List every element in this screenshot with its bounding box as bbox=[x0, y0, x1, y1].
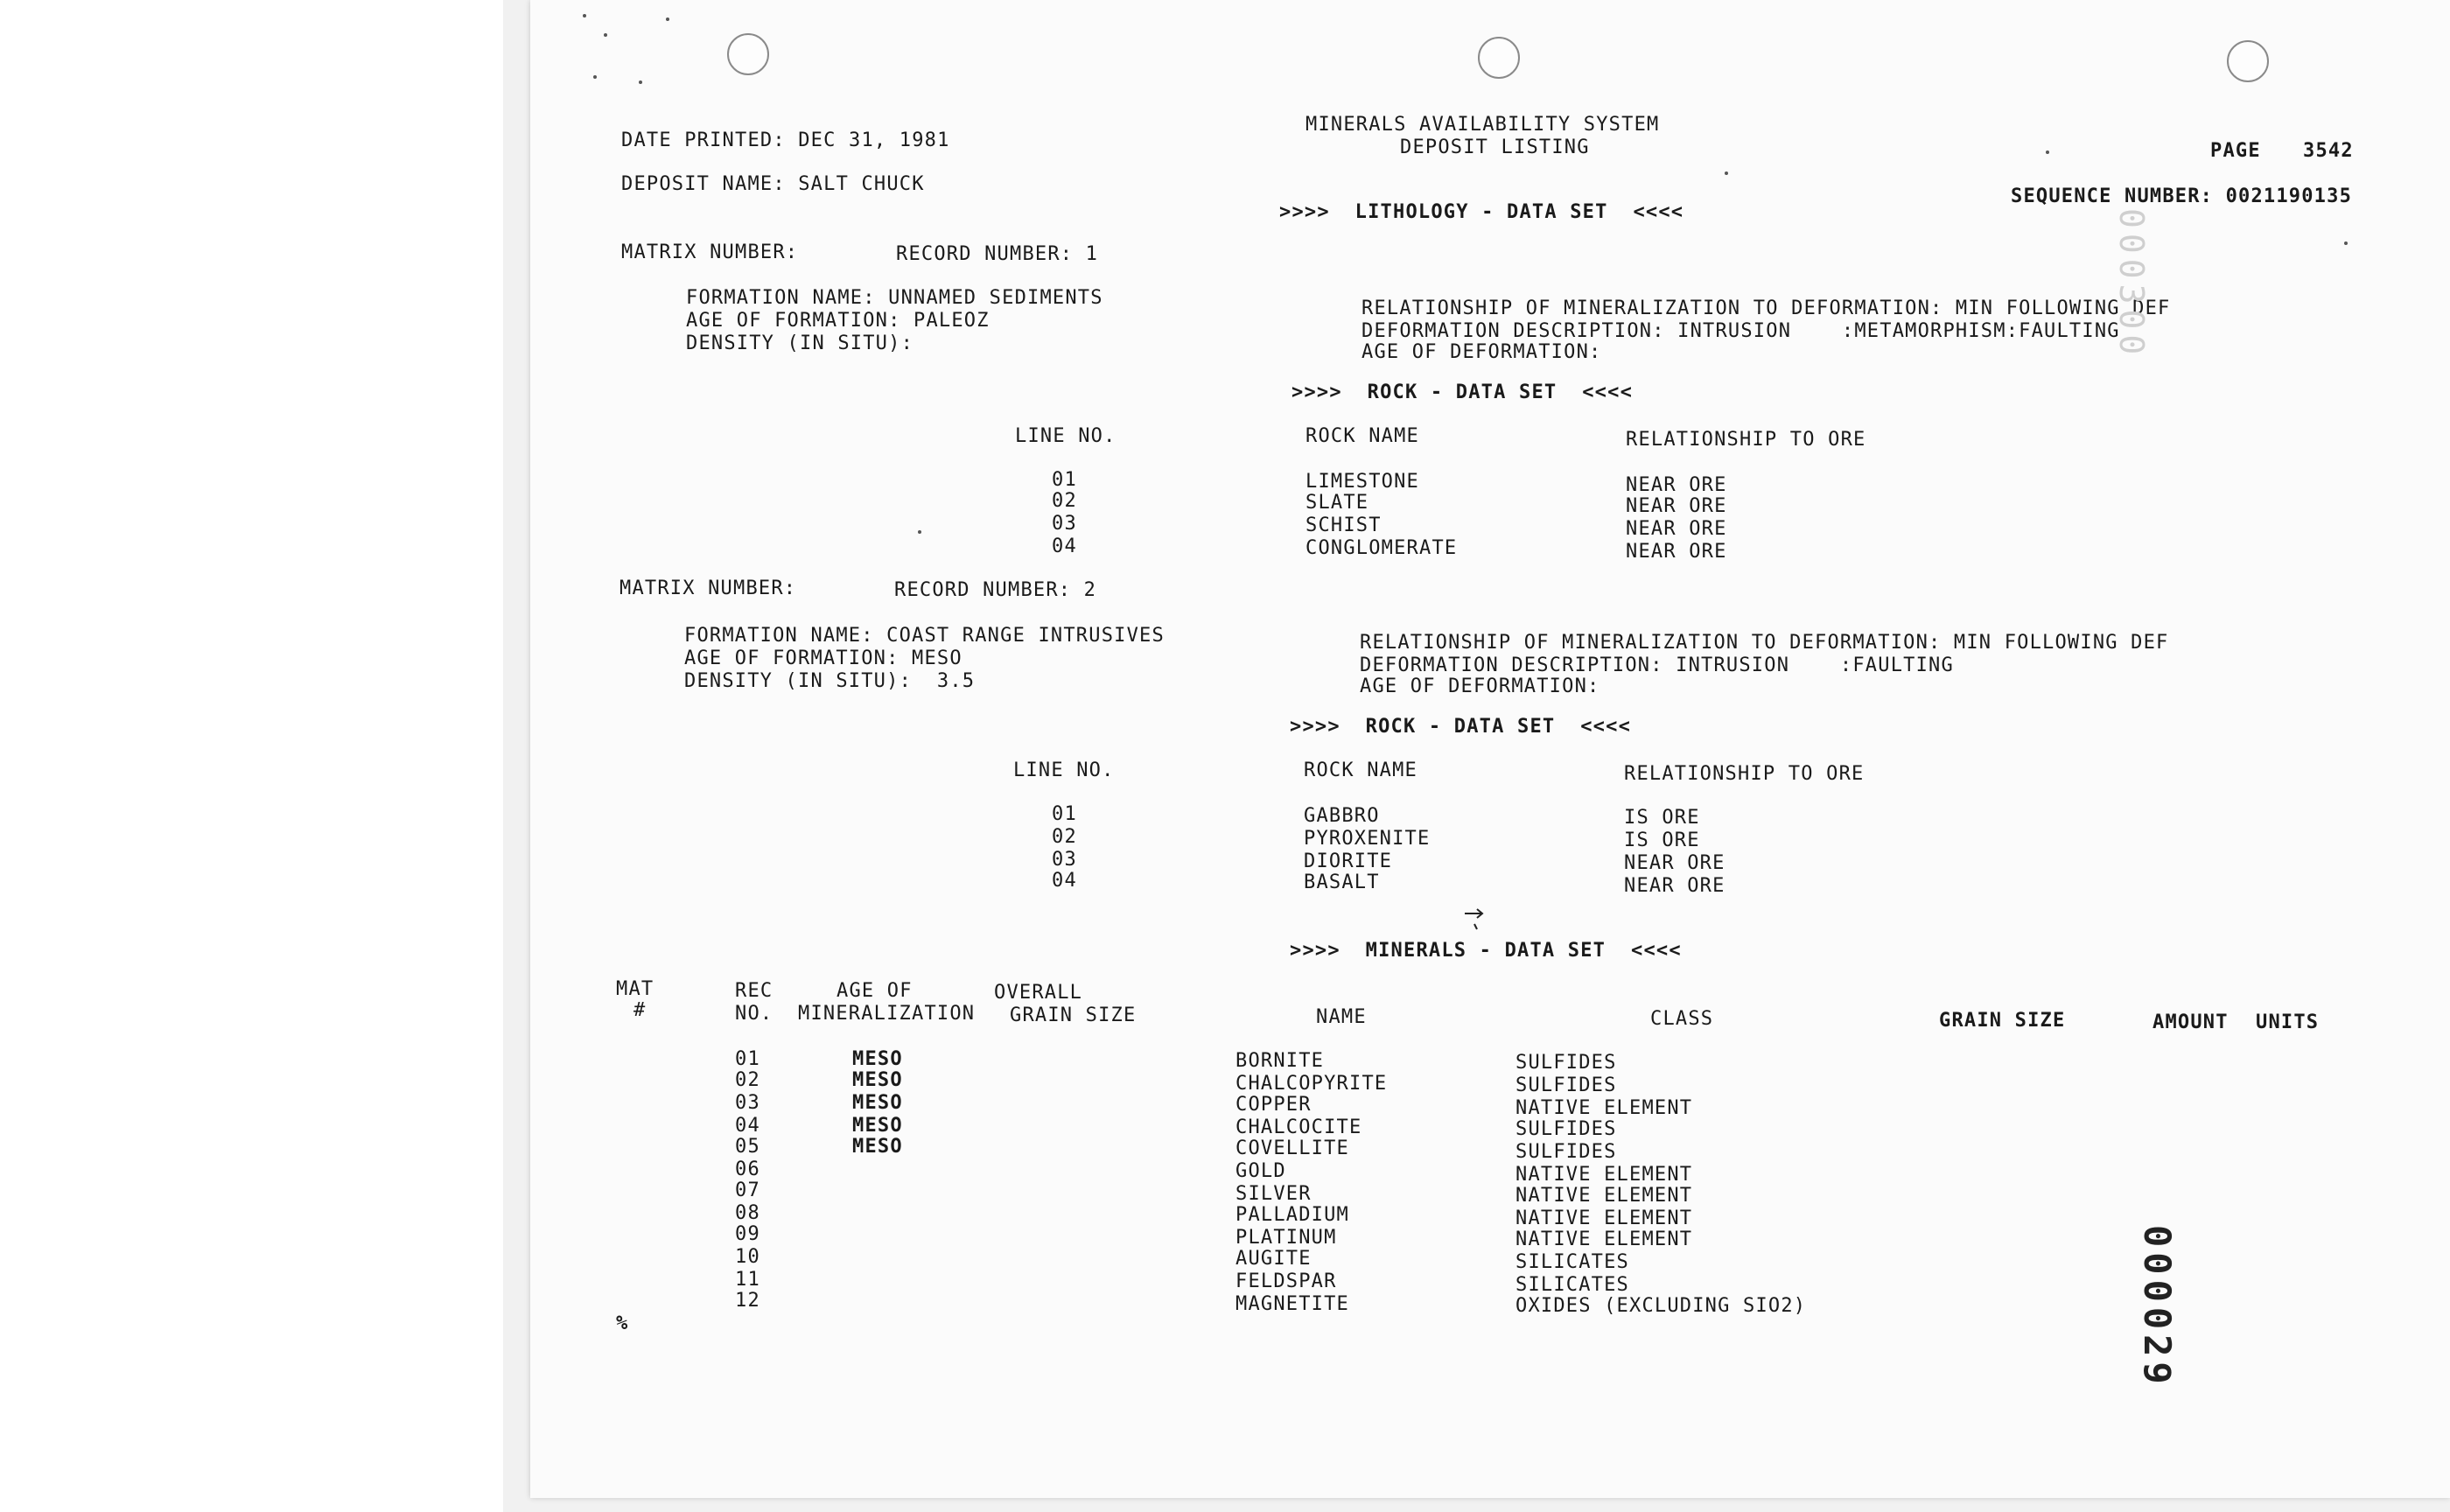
printout-sheet bbox=[530, 0, 2450, 1498]
scan-speck bbox=[593, 75, 597, 79]
mineral-name: AUGITE bbox=[1236, 1248, 1312, 1270]
record-number: RECORD NUMBER: 1 bbox=[896, 243, 1099, 265]
date-printed: DATE PRINTED: DEC 31, 1981 bbox=[621, 130, 950, 151]
col-class: CLASS bbox=[1650, 1008, 1714, 1030]
rock-relationship: IS ORE bbox=[1624, 807, 1700, 829]
scan-speck bbox=[583, 14, 586, 18]
formation-name: FORMATION NAME: COAST RANGE INTRUSIVES bbox=[684, 625, 1165, 647]
percent-marker: % bbox=[616, 1312, 629, 1334]
mineralization-relationship: RELATIONSHIP OF MINERALIZATION TO DEFORMATION: MIN FOLLOWING DEF bbox=[1362, 298, 2171, 319]
rock-relationship: NEAR ORE bbox=[1624, 875, 1726, 897]
mineral-rec-no: 05 bbox=[735, 1136, 760, 1158]
scan-speck bbox=[604, 33, 607, 37]
rock-relationship: NEAR ORE bbox=[1626, 474, 1727, 496]
mineral-age: MESO bbox=[852, 1048, 903, 1070]
mineral-class: SULFIDES bbox=[1516, 1141, 1617, 1163]
mineral-name: SILVER bbox=[1236, 1183, 1312, 1205]
mineral-age: MESO bbox=[852, 1136, 903, 1158]
mineral-name: COPPER bbox=[1236, 1094, 1312, 1116]
formation-name: FORMATION NAME: UNNAMED SEDIMENTS bbox=[686, 287, 1103, 309]
page-number: 3542 bbox=[2303, 140, 2354, 162]
mineral-class: NATIVE ELEMENT bbox=[1516, 1097, 1693, 1119]
col-rock-name: ROCK NAME bbox=[1306, 425, 1420, 447]
rock-relationship: NEAR ORE bbox=[1626, 495, 1727, 517]
mineral-name: BORNITE bbox=[1236, 1050, 1325, 1072]
rock-name: LIMESTONE bbox=[1306, 471, 1420, 493]
col-mineralization: MINERALIZATION bbox=[798, 1003, 976, 1025]
density: DENSITY (IN SITU): bbox=[686, 332, 914, 354]
col-overall: OVERALL bbox=[994, 982, 1083, 1004]
mineral-age: MESO bbox=[852, 1069, 903, 1091]
mineral-rec-no: 09 bbox=[735, 1223, 760, 1245]
mineral-class: NATIVE ELEMENT bbox=[1516, 1228, 1693, 1250]
punch-hole-left bbox=[727, 33, 769, 75]
rock-relationship: IS ORE bbox=[1624, 830, 1700, 851]
mineral-class: NATIVE ELEMENT bbox=[1516, 1185, 1693, 1207]
scan-speck bbox=[1725, 172, 1728, 175]
mineral-rec-no: 11 bbox=[735, 1269, 760, 1291]
rock-data-set-heading: >>>> ROCK - DATA SET <<<< bbox=[1292, 382, 1634, 403]
col-amount: AMOUNT bbox=[2152, 1012, 2229, 1033]
rock-line-no: 04 bbox=[1052, 870, 1077, 892]
punch-hole-right bbox=[2227, 40, 2269, 82]
matrix-number-label: MATRIX NUMBER: bbox=[621, 242, 799, 263]
scan-speck bbox=[2344, 242, 2348, 245]
mineral-class: SULFIDES bbox=[1516, 1052, 1617, 1074]
col-relationship-to-ore: RELATIONSHIP TO ORE bbox=[1626, 429, 1866, 451]
listing-title: DEPOSIT LISTING bbox=[1400, 136, 1590, 158]
scan-speck bbox=[666, 18, 669, 21]
col-mat: MAT bbox=[616, 978, 654, 1000]
col-name: NAME bbox=[1316, 1006, 1367, 1028]
rock-line-no: 01 bbox=[1052, 803, 1077, 825]
age-of-formation: AGE OF FORMATION: MESO bbox=[684, 648, 962, 669]
mineral-name: PLATINUM bbox=[1236, 1227, 1337, 1249]
deposit-name: DEPOSIT NAME: SALT CHUCK bbox=[621, 173, 925, 195]
rock-line-no: 03 bbox=[1052, 513, 1077, 535]
mineral-rec-no: 02 bbox=[735, 1069, 760, 1091]
rock-name: GABBRO bbox=[1304, 805, 1380, 827]
mineral-name: CHALCOPYRITE bbox=[1236, 1073, 1388, 1095]
mineral-name: CHALCOCITE bbox=[1236, 1116, 1362, 1138]
frame-number-stamp: 000029 bbox=[2136, 1225, 2179, 1390]
matrix-number-label: MATRIX NUMBER: bbox=[620, 578, 797, 599]
col-grain-size: GRAIN SIZE bbox=[1939, 1010, 2066, 1032]
col-overall-grain-size: GRAIN SIZE bbox=[1010, 1004, 1137, 1026]
mineral-class: SILICATES bbox=[1516, 1251, 1630, 1273]
deformation-description: DEFORMATION DESCRIPTION: INTRUSION :METAMORPHISM:FAULTING bbox=[1362, 320, 2120, 342]
mineral-class: SULFIDES bbox=[1516, 1118, 1617, 1140]
mineral-rec-no: 03 bbox=[735, 1092, 760, 1114]
rock-line-no: 03 bbox=[1052, 849, 1077, 871]
rock-relationship: NEAR ORE bbox=[1626, 518, 1727, 540]
col-age-of: AGE OF bbox=[836, 980, 913, 1002]
mineral-rec-no: 12 bbox=[735, 1290, 760, 1312]
age-of-formation: AGE OF FORMATION: PALEOZ bbox=[686, 310, 990, 332]
mineralization-relationship: RELATIONSHIP OF MINERALIZATION TO DEFORMATION: MIN FOLLOWING DEF bbox=[1360, 632, 2169, 654]
rock-relationship: NEAR ORE bbox=[1626, 541, 1727, 563]
mineral-rec-no: 06 bbox=[735, 1158, 760, 1180]
rock-name: BASALT bbox=[1304, 872, 1380, 893]
rock-line-no: 02 bbox=[1052, 826, 1077, 848]
rock-line-no: 02 bbox=[1052, 490, 1077, 512]
mineral-rec-no: 04 bbox=[735, 1115, 760, 1137]
col-units: UNITS bbox=[2256, 1012, 2320, 1033]
page-label: PAGE bbox=[2210, 140, 2261, 162]
col-line-no: LINE NO. bbox=[1015, 425, 1116, 447]
rock-data-set-heading: >>>> ROCK - DATA SET <<<< bbox=[1290, 716, 1632, 738]
col-rec-no: NO. bbox=[735, 1003, 774, 1025]
mineral-name: COVELLITE bbox=[1236, 1138, 1350, 1159]
mineral-class: SILICATES bbox=[1516, 1274, 1630, 1296]
mineral-name: MAGNETITE bbox=[1236, 1293, 1350, 1315]
age-of-deformation: AGE OF DEFORMATION: bbox=[1362, 341, 1602, 363]
deformation-description: DEFORMATION DESCRIPTION: INTRUSION :FAULTING bbox=[1360, 654, 1954, 676]
mineral-age: MESO bbox=[852, 1092, 903, 1114]
rock-relationship: NEAR ORE bbox=[1624, 852, 1726, 874]
rock-line-no: 01 bbox=[1052, 469, 1077, 491]
sequence-number: SEQUENCE NUMBER: 0021190135 bbox=[2011, 186, 2353, 207]
mineral-rec-no: 07 bbox=[735, 1180, 760, 1201]
faint-frame-stamp: 000300 bbox=[2112, 208, 2151, 360]
minerals-data-set-heading: >>>> MINERALS - DATA SET <<<< bbox=[1290, 940, 1682, 962]
density: DENSITY (IN SITU): 3.5 bbox=[684, 670, 976, 692]
rock-line-no: 04 bbox=[1052, 536, 1077, 557]
scan-speck bbox=[918, 530, 921, 534]
mineral-class: OXIDES (EXCLUDING SIO2) bbox=[1516, 1295, 1807, 1317]
mineral-class: NATIVE ELEMENT bbox=[1516, 1164, 1693, 1186]
lithology-heading: >>>> LITHOLOGY - DATA SET <<<< bbox=[1279, 201, 1684, 223]
col-rec: REC bbox=[735, 980, 774, 1002]
age-of-deformation: AGE OF DEFORMATION: bbox=[1360, 676, 1600, 697]
col-line-no: LINE NO. bbox=[1013, 760, 1115, 781]
mineral-rec-no: 10 bbox=[735, 1246, 760, 1268]
system-title: MINERALS AVAILABILITY SYSTEM bbox=[1306, 114, 1660, 136]
mineral-name: PALLADIUM bbox=[1236, 1204, 1350, 1226]
mineral-name: GOLD bbox=[1236, 1160, 1286, 1182]
rock-name: SLATE bbox=[1306, 492, 1369, 514]
col-mat-hash: # bbox=[634, 999, 647, 1021]
arrow-mark-icon bbox=[1463, 906, 1489, 931]
mineral-rec-no: 08 bbox=[735, 1202, 760, 1224]
scan-speck bbox=[639, 80, 642, 84]
mineral-rec-no: 01 bbox=[735, 1048, 760, 1070]
rock-name: PYROXENITE bbox=[1304, 828, 1431, 850]
rock-name: SCHIST bbox=[1306, 514, 1382, 536]
punch-hole-center bbox=[1478, 37, 1520, 79]
col-relationship-to-ore: RELATIONSHIP TO ORE bbox=[1624, 763, 1865, 785]
col-rock-name: ROCK NAME bbox=[1304, 760, 1418, 781]
rock-name: CONGLOMERATE bbox=[1306, 537, 1458, 559]
scan-speck bbox=[2046, 150, 2049, 154]
rock-name: DIORITE bbox=[1304, 850, 1393, 872]
mineral-age: MESO bbox=[852, 1115, 903, 1137]
mineral-name: FELDSPAR bbox=[1236, 1270, 1337, 1292]
record-number: RECORD NUMBER: 2 bbox=[894, 579, 1097, 601]
mineral-class: NATIVE ELEMENT bbox=[1516, 1208, 1693, 1229]
mineral-class: SULFIDES bbox=[1516, 1074, 1617, 1096]
